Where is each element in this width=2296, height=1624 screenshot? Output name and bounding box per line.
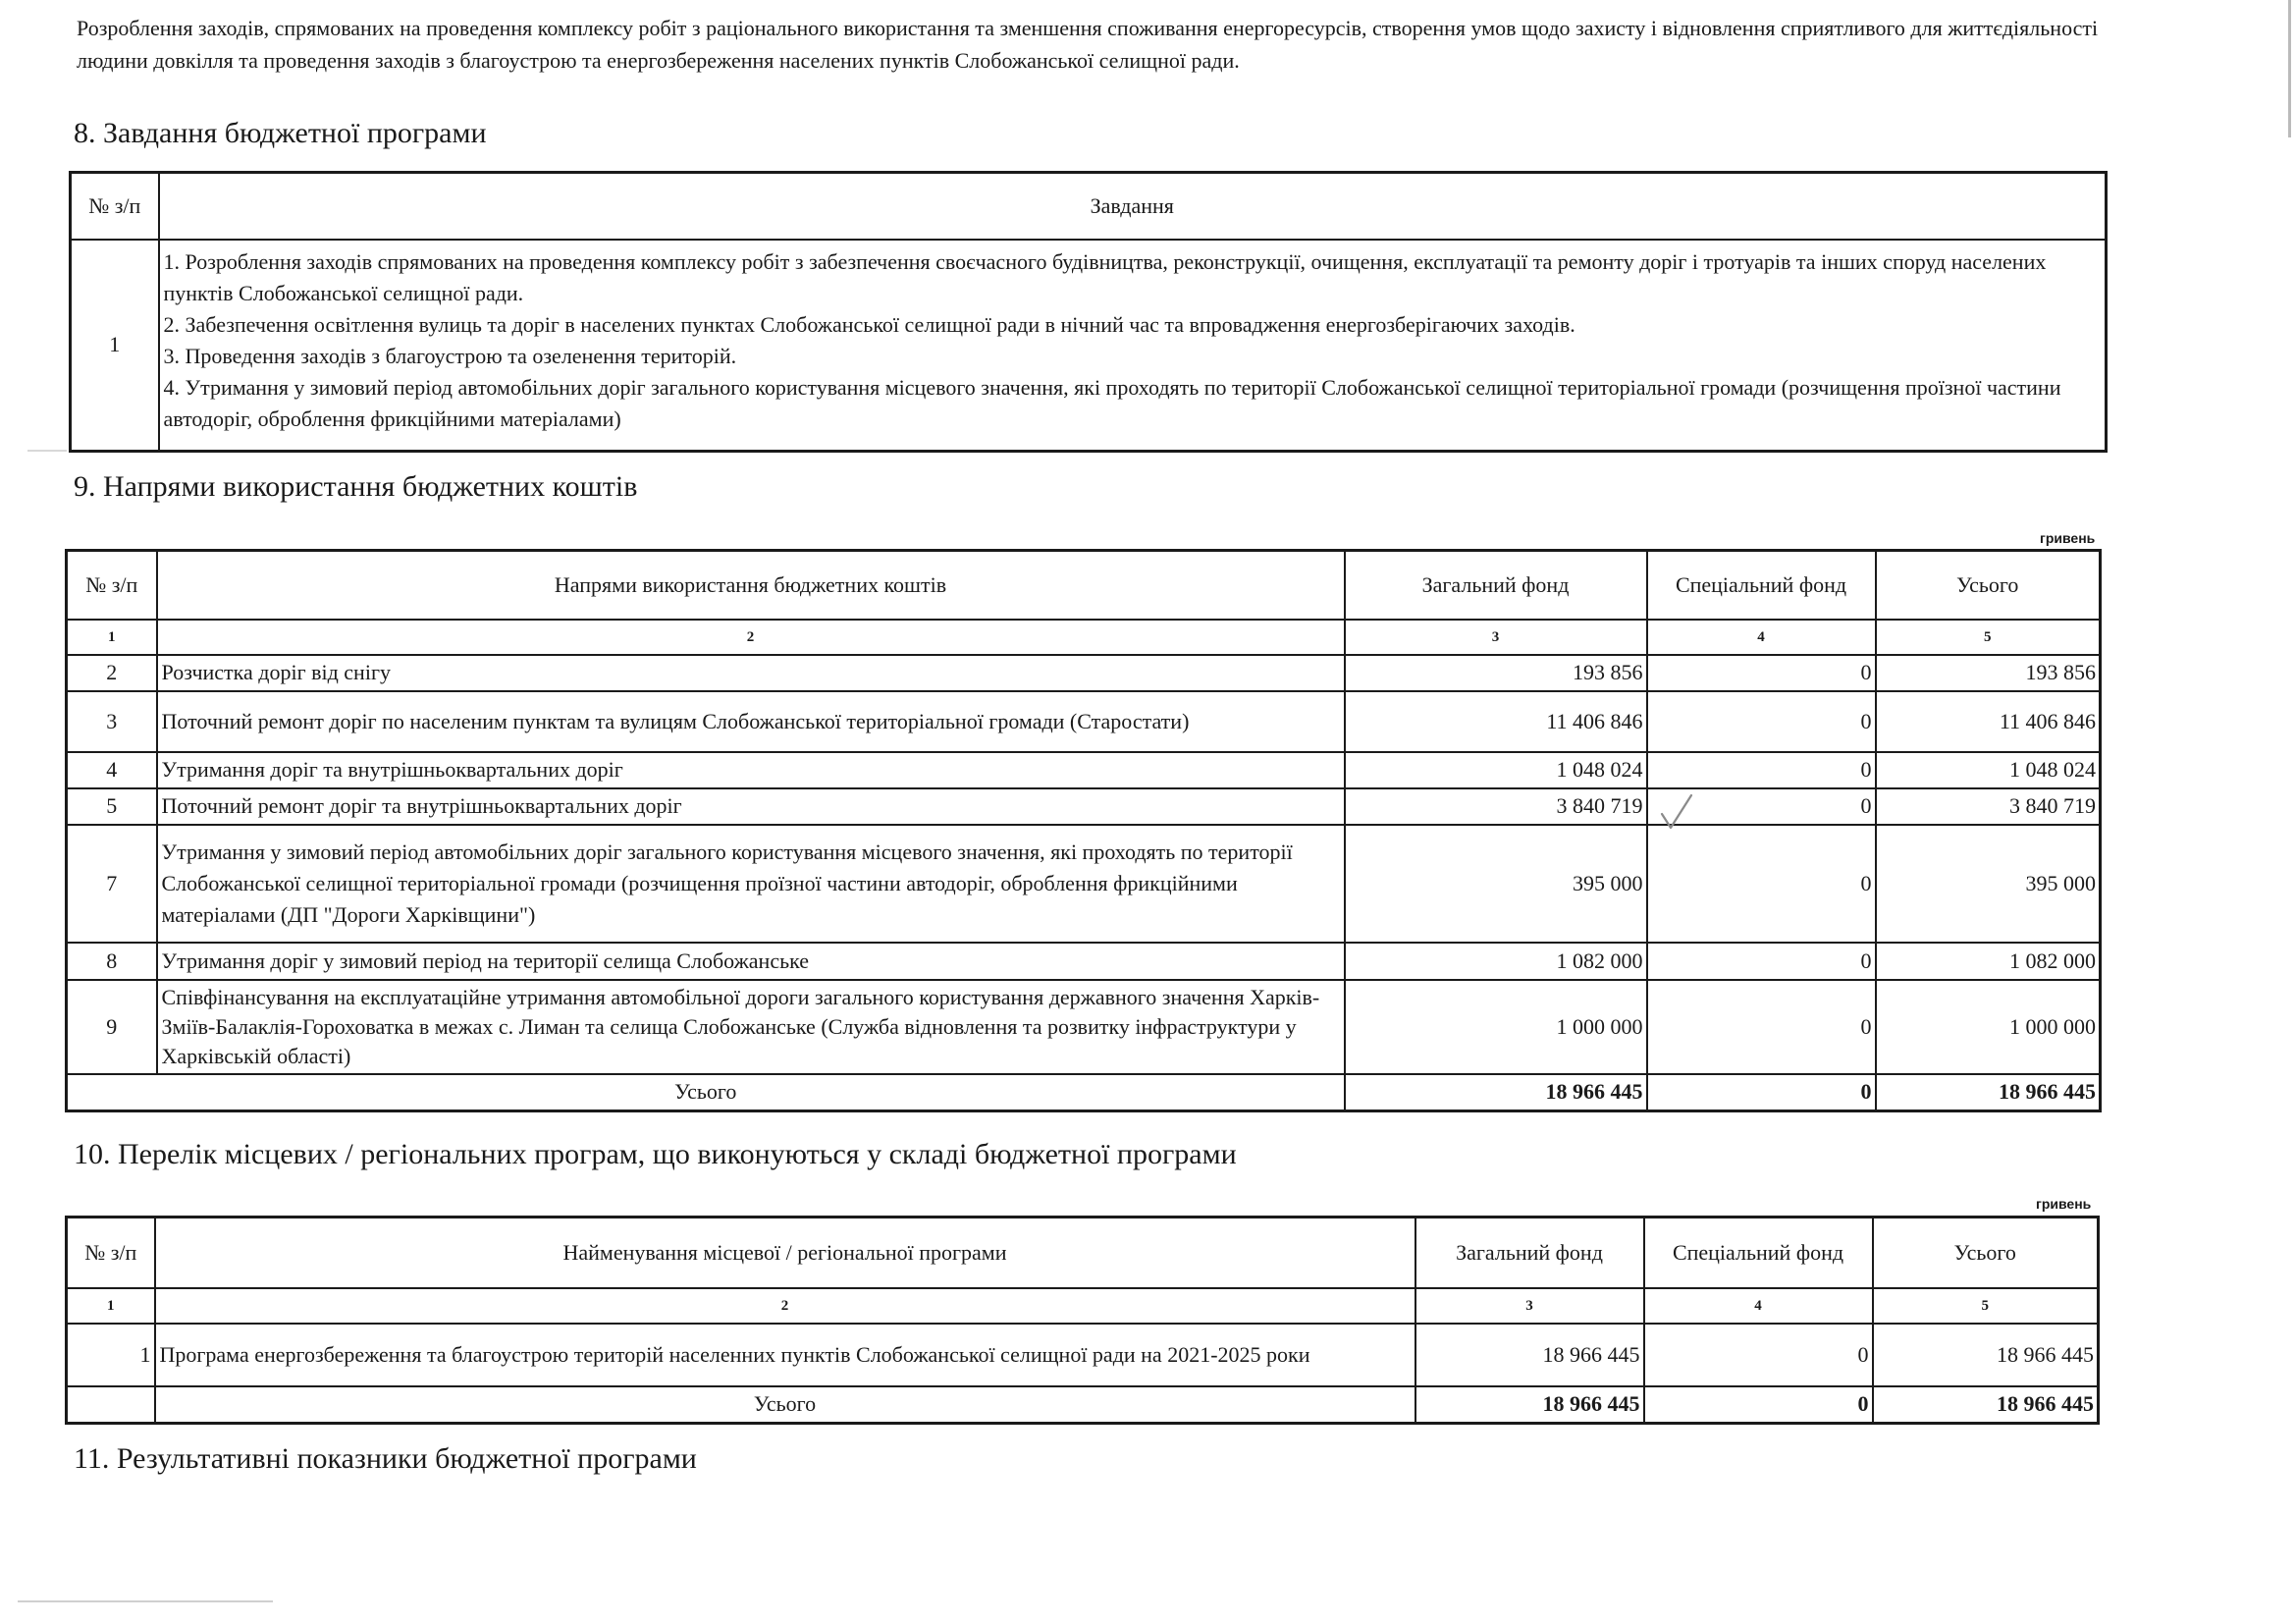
totals-label: Усього <box>155 1386 1415 1424</box>
row-total: 1 000 000 <box>1876 980 2101 1074</box>
task-line-4: 4. Утримання у зимовий період автомобільних доріг загального користування місцевого значення, які проходять по території Слобожанської селищної територіальної громади (розчищення проїзної частини автодоріг, оброблення фрикційними матеріалами) <box>163 374 2061 431</box>
totals-special: 0 <box>1644 1386 1873 1424</box>
section-9-unit: гривень <box>2040 530 2096 546</box>
directions-table <box>65 549 2102 1112</box>
row-name: Поточний ремонт доріг та внутрішньоквартальних доріг <box>157 788 1345 825</box>
row-special: 0 <box>1647 691 1876 752</box>
row-special: 0 <box>1647 825 1876 943</box>
row-special: 0 <box>1644 1324 1873 1386</box>
tasks-table <box>69 171 2108 453</box>
row-total: 1 048 024 <box>1876 752 2101 788</box>
section-11-title: 11. Результативні показники бюджетної програми <box>74 1442 697 1475</box>
dir-header-num: № з/п <box>67 551 157 620</box>
row-total: 193 856 <box>1876 655 2101 691</box>
row-general: 3 840 719 <box>1345 788 1647 825</box>
prog-colnum-4: 4 <box>1644 1288 1873 1324</box>
dir-colnum-1: 1 <box>67 620 157 655</box>
task-line-3: 3. Проведення заходів з благоустрою та озеленення територій. <box>163 343 737 368</box>
dir-header-special: Спеціальний фонд <box>1647 551 1876 620</box>
prog-header-general: Загальний фонд <box>1415 1218 1644 1288</box>
row-special: 0 <box>1647 980 1876 1074</box>
totals-empty-cell <box>67 1386 155 1424</box>
table-row <box>67 655 2101 691</box>
dir-colnum-2: 2 <box>157 620 1345 655</box>
section-10-title: 10. Перелік місцевих / регіональних програм, що виконуються у складі бюджетної програми <box>74 1138 1237 1170</box>
row-num: 8 <box>67 943 157 980</box>
prog-header-name: Найменування місцевої / регіональної програми <box>155 1218 1415 1288</box>
row-general: 18 966 445 <box>1415 1324 1644 1386</box>
row-special: 0 <box>1647 752 1876 788</box>
prog-header-special: Спеціальний фонд <box>1644 1218 1873 1288</box>
row-total: 395 000 <box>1876 825 2101 943</box>
row-special: 0 <box>1647 943 1876 980</box>
dir-colnum-5: 5 <box>1876 620 2101 655</box>
row-name: Утримання доріг та внутрішньоквартальних доріг <box>157 752 1345 788</box>
scan-mark <box>27 450 67 452</box>
row-name: Розчистка доріг від снігу <box>157 655 1345 691</box>
check-mark-icon <box>1659 792 1694 832</box>
totals-general: 18 966 445 <box>1415 1386 1644 1424</box>
row-num: 9 <box>67 980 157 1074</box>
row-general: 193 856 <box>1345 655 1647 691</box>
row-general: 1 082 000 <box>1345 943 1647 980</box>
tasks-row-content <box>159 240 2107 452</box>
row-num: 3 <box>67 691 157 752</box>
row-total: 3 840 719 <box>1876 788 2101 825</box>
row-general: 11 406 846 <box>1345 691 1647 752</box>
table-row <box>67 825 2101 943</box>
row-num: 4 <box>67 752 157 788</box>
totals-special: 0 <box>1647 1074 1876 1111</box>
prog-colnum-3: 3 <box>1415 1288 1644 1324</box>
totals-label: Усього <box>67 1074 1345 1111</box>
row-total: 1 082 000 <box>1876 943 2101 980</box>
row-num: 2 <box>67 655 157 691</box>
task-line-2: 2. Забезпечення освітлення вулиць та доріг в населених пунктах Слобожанської селищної ради в нічний час та впровадження енергозберігаючих заходів. <box>163 311 1575 337</box>
totals-general: 18 966 445 <box>1345 1074 1647 1111</box>
section-8-title: 8. Завдання бюджетної програми <box>74 117 487 149</box>
row-num: 1 <box>67 1324 155 1386</box>
prog-colnum-5: 5 <box>1873 1288 2099 1324</box>
table-row <box>67 788 2101 825</box>
tasks-header-num: № з/п <box>71 173 159 240</box>
table-row <box>67 752 2101 788</box>
programs-table <box>65 1216 2100 1425</box>
dir-header-total: Усього <box>1876 551 2101 620</box>
row-name: Поточний ремонт доріг по населеним пунктам та вулицям Слобожанської територіальної громади (Старостати) <box>157 691 1345 752</box>
row-name: Програма енергозбереження та благоустрою територій населенних пунктів Слобожанської селищної ради на 2021-2025 роки <box>155 1324 1415 1386</box>
table-row <box>67 1324 2099 1386</box>
prog-header-total: Усього <box>1873 1218 2099 1288</box>
totals-total: 18 966 445 <box>1873 1386 2099 1424</box>
row-name: Співфінансування на експлуатаційне утримання автомобільної дороги загального користування державного значення Харків-Зміїв-Балаклія-Гороховатка в межах с. Лиман та селища Слобожанське (Служба відновлення та розвитку інфраструктури у Харківській області) <box>157 980 1345 1074</box>
prog-header-num: № з/п <box>67 1218 155 1288</box>
section-9-title: 9. Напрями використання бюджетних коштів <box>74 470 638 503</box>
table-row <box>67 980 2101 1074</box>
row-name: Утримання доріг у зимовий період на території селища Слобожанське <box>157 943 1345 980</box>
row-general: 395 000 <box>1345 825 1647 943</box>
table-row <box>67 943 2101 980</box>
dir-header-general: Загальний фонд <box>1345 551 1647 620</box>
section-10-unit: гривень <box>2036 1196 2092 1212</box>
scan-edge-line <box>2288 0 2291 137</box>
tasks-header-task: Завдання <box>159 173 2107 240</box>
row-total: 18 966 445 <box>1873 1324 2099 1386</box>
scan-edge-line <box>18 1600 273 1602</box>
dir-colnum-3: 3 <box>1345 620 1647 655</box>
row-name: Утримання у зимовий період автомобільних доріг загального користування місцевого значення, які проходять по території Слобожанської селищної територіальної громади (розчищення проїзної частини автодоріг, оброблення фрикційними матеріалами (ДП "Дороги Харківщини") <box>157 825 1345 943</box>
row-general: 1 048 024 <box>1345 752 1647 788</box>
row-special: 0 <box>1647 788 1876 825</box>
totals-total: 18 966 445 <box>1876 1074 2101 1111</box>
dir-header-name: Напрями використання бюджетних коштів <box>157 551 1345 620</box>
row-general: 1 000 000 <box>1345 980 1647 1074</box>
prog-colnum-1: 1 <box>67 1288 155 1324</box>
totals-row <box>67 1074 2101 1111</box>
row-special: 0 <box>1647 655 1876 691</box>
prog-colnum-2: 2 <box>155 1288 1415 1324</box>
intro-paragraph: Розроблення заходів, спрямованих на проведення комплексу робіт з раціонального використання та зменшення споживання енергоресурсів, створення умов щодо захисту і відновлення сприятливого для життєдіяльності людини довкілля та проведення заходів з благоустрою та енергозбереження населених пунктів Слобожанської селищної ради. <box>77 16 2099 73</box>
tasks-row-num: 1 <box>71 240 159 452</box>
totals-row <box>67 1386 2099 1424</box>
row-num: 7 <box>67 825 157 943</box>
dir-colnum-4: 4 <box>1647 620 1876 655</box>
task-line-1: 1. Розроблення заходів спрямованих на проведення комплексу робіт з забезпечення своєчасного будівництва, реконструкції, очищення, експлуатації та ремонту доріг і тротуарів та інших споруд населених пунктів Слобожанської селищної ради. <box>163 248 2047 305</box>
table-row <box>67 691 2101 752</box>
row-total: 11 406 846 <box>1876 691 2101 752</box>
row-num: 5 <box>67 788 157 825</box>
